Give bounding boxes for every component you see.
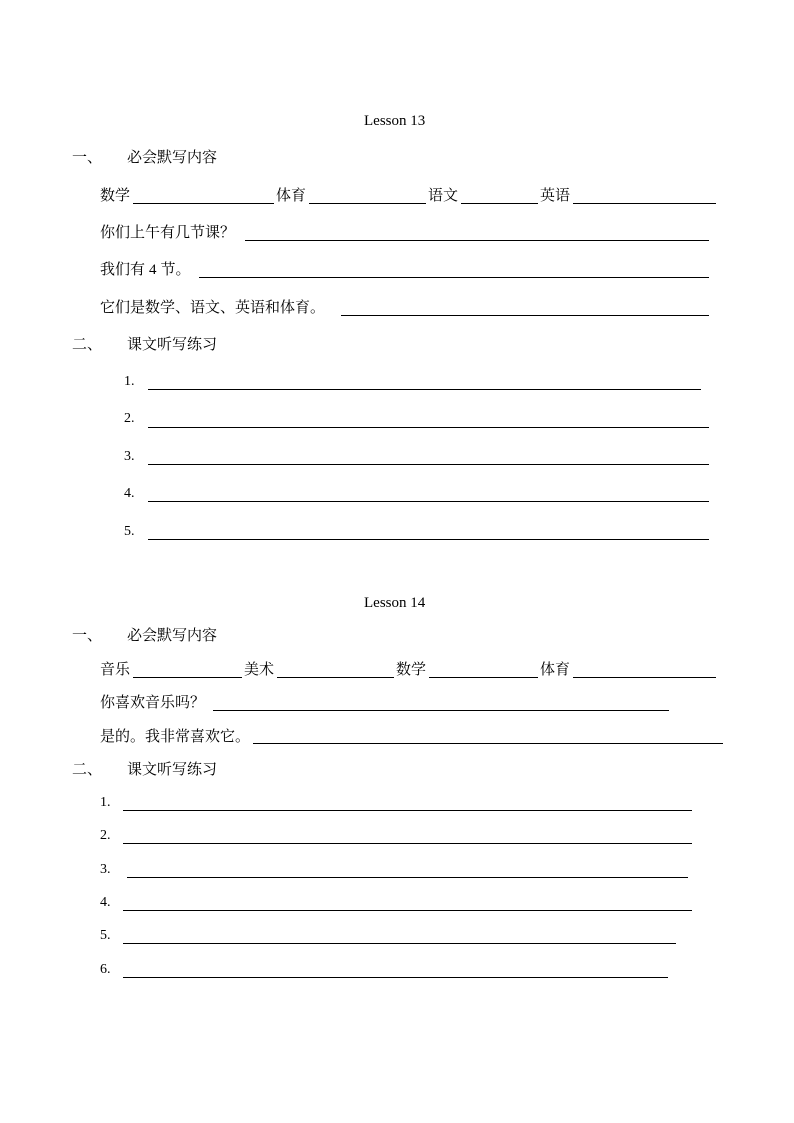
- blank-line[interactable]: [573, 677, 716, 678]
- lesson-13-title: Lesson 13: [364, 113, 426, 129]
- blank-line[interactable]: [213, 710, 669, 711]
- dictation-line[interactable]: [123, 977, 668, 978]
- dictation-line[interactable]: [148, 501, 709, 502]
- dictation-line[interactable]: [148, 389, 701, 390]
- section-2-number: 二、: [72, 335, 103, 353]
- sentence-prompt: [100, 262, 191, 278]
- dictation-line[interactable]: [127, 877, 688, 878]
- dictation-line[interactable]: [123, 943, 676, 944]
- blank-line[interactable]: [199, 277, 709, 278]
- dictation-item-number: 5.: [100, 928, 111, 943]
- blank-line[interactable]: [133, 677, 242, 678]
- dictation-line[interactable]: [148, 539, 709, 540]
- dictation-item-number: 6.: [100, 962, 111, 977]
- lesson-14-title: Lesson 14: [364, 595, 426, 611]
- vocab-word: 数学: [396, 660, 427, 678]
- section-1-title: 必会默写内容: [127, 148, 218, 166]
- blank-line[interactable]: [429, 677, 538, 678]
- dictation-item-number: 3.: [100, 862, 111, 877]
- blank-line[interactable]: [133, 203, 274, 204]
- vocab-word: 数学: [100, 186, 131, 204]
- dictation-line[interactable]: [148, 427, 709, 428]
- dictation-item-number: 2.: [124, 411, 135, 426]
- dictation-item-number: 2.: [100, 828, 111, 843]
- blank-line[interactable]: [253, 743, 723, 744]
- dictation-line[interactable]: [148, 464, 709, 465]
- sentence-number: 4: [149, 262, 157, 278]
- vocab-word: 体育: [540, 660, 571, 678]
- dictation-item-number: 5.: [124, 524, 135, 539]
- blank-line[interactable]: [277, 677, 394, 678]
- dictation-line[interactable]: [123, 910, 692, 911]
- sentence-prompt: 是的。我非常喜欢它。: [100, 727, 251, 745]
- blank-line[interactable]: [341, 315, 709, 316]
- dictation-line[interactable]: [123, 810, 692, 811]
- sentence-prompt-text: 我们有: [100, 260, 146, 278]
- dictation-item-number: 1.: [124, 374, 135, 389]
- vocab-word: 音乐: [100, 660, 131, 678]
- vocab-word: 语文: [428, 186, 459, 204]
- blank-line[interactable]: [461, 203, 538, 204]
- section-2-title: 课文听写练习: [127, 760, 218, 778]
- section-1-number: 一、: [72, 626, 103, 644]
- sentence-prompt: 你喜欢音乐吗？: [100, 693, 206, 711]
- section-2-number: 二、: [72, 760, 103, 778]
- dictation-line[interactable]: [123, 843, 692, 844]
- sentence-prompt-text: 节。: [160, 260, 191, 278]
- section-1-title: 必会默写内容: [127, 626, 218, 644]
- vocab-word: 美术: [244, 660, 275, 678]
- blank-line[interactable]: [309, 203, 426, 204]
- dictation-item-number: 4.: [100, 895, 111, 910]
- sentence-prompt: 它们是数学、语文、英语和体育。: [100, 298, 326, 316]
- blank-line[interactable]: [245, 240, 709, 241]
- dictation-item-number: 4.: [124, 486, 135, 501]
- vocab-word: 体育: [276, 186, 307, 204]
- blank-line[interactable]: [573, 203, 716, 204]
- section-1-number: 一、: [72, 148, 103, 166]
- vocab-word: 英语: [540, 186, 571, 204]
- section-2-title: 课文听写练习: [127, 335, 218, 353]
- sentence-prompt: 你们上午有几节课？: [100, 223, 236, 241]
- dictation-item-number: 1.: [100, 795, 111, 810]
- dictation-item-number: 3.: [124, 449, 135, 464]
